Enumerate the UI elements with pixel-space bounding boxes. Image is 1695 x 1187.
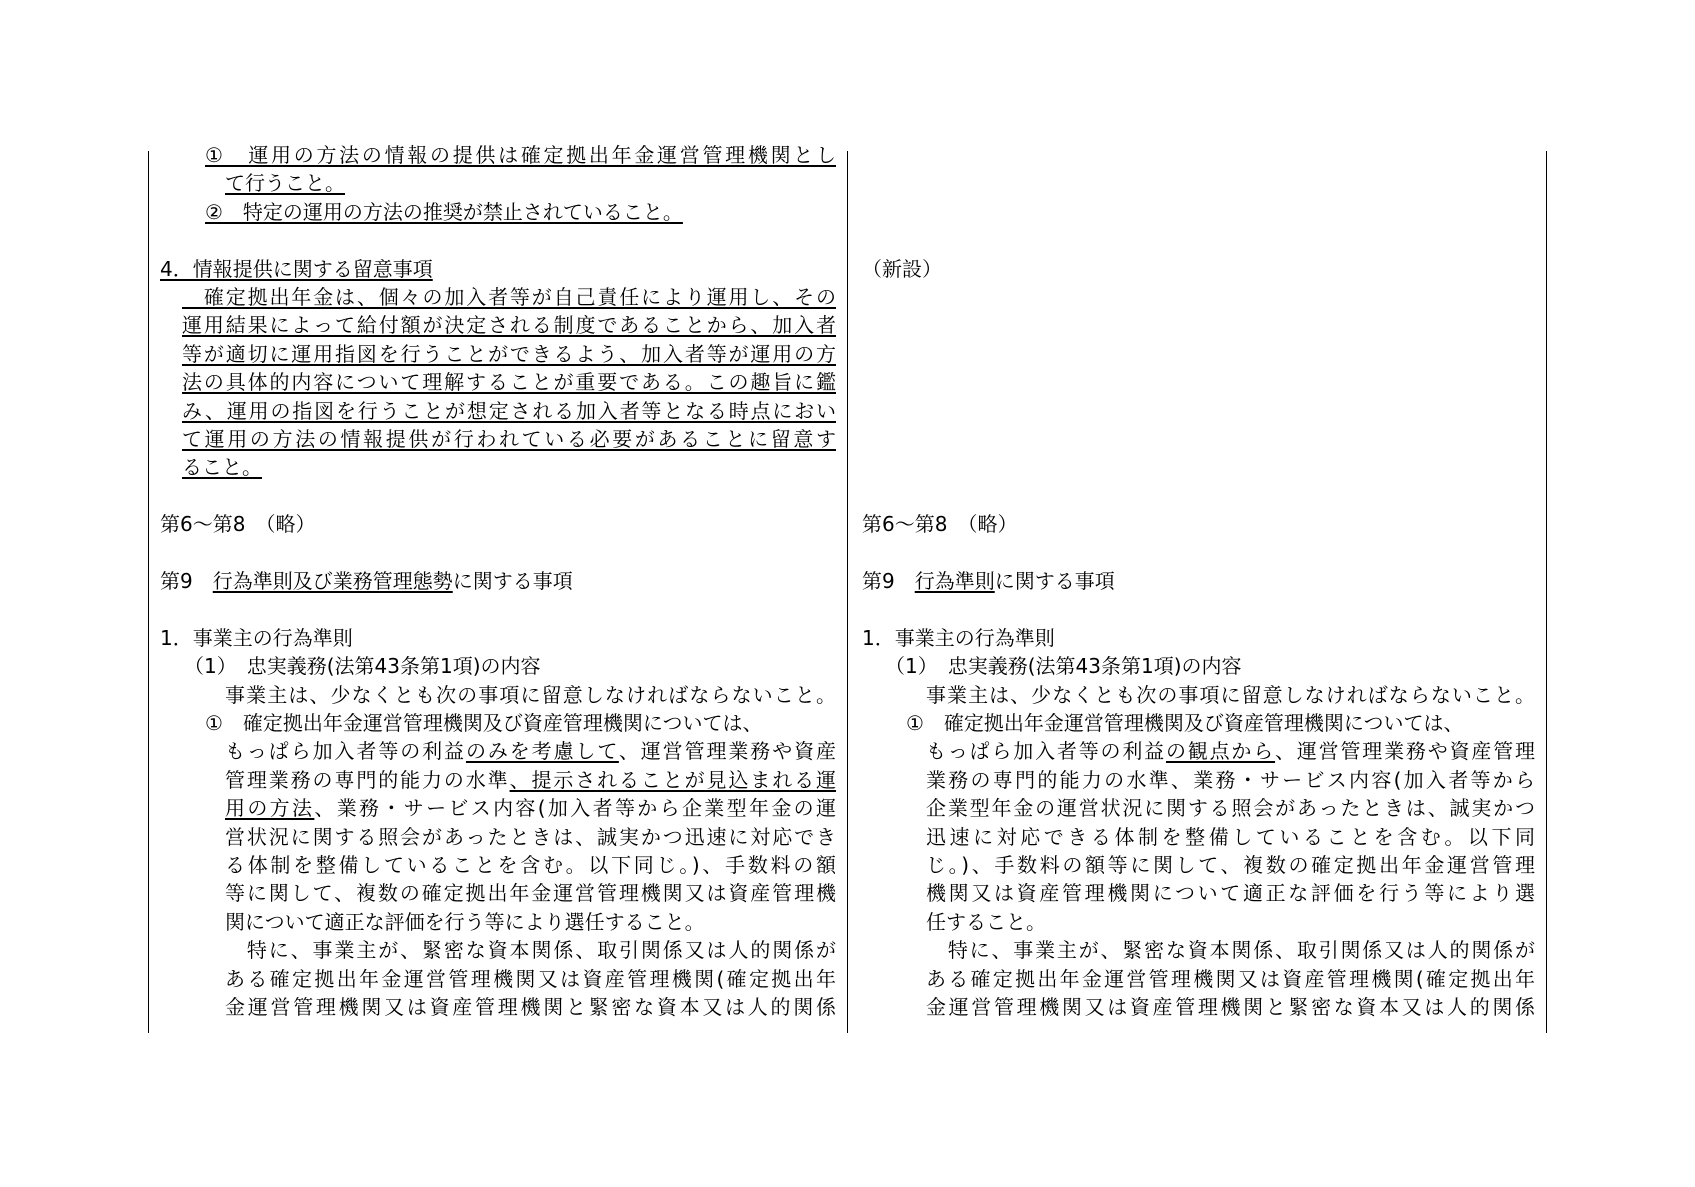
- text-segment: 特に、事業主が、緊密な資本関係、取引関係又は人的関係が: [926, 938, 1535, 963]
- text-segment: 1．事業主の行為準則: [160, 625, 353, 650]
- text-segment: （1） 忠実義務(法第43条第1項)の内容: [885, 654, 1242, 679]
- text-line: [225, 823, 836, 851]
- text-segment: 第9: [160, 569, 213, 593]
- text-line: [225, 965, 836, 993]
- text-line: [182, 368, 836, 396]
- table-border-left: [148, 151, 149, 1033]
- amended-text: て行うこと。: [225, 171, 345, 196]
- text-segment: 、業務・サービス内容(加入者等から企業型年金の運: [314, 796, 836, 821]
- text-segment: 任すること。: [926, 909, 1046, 934]
- amended-text: て運用の方法の情報提供が行われている必要があることに留意す: [182, 427, 836, 451]
- text-segment: 機関又は資産管理機関について適正な評価を行う等により選: [926, 881, 1535, 906]
- amended-text: の観点から: [1165, 739, 1276, 764]
- text-line: [182, 340, 836, 368]
- amended-text: ② 特定の運用の方法の推奨が禁止されていること。: [205, 199, 683, 224]
- text-segment: ある確定拠出年金運営管理機関又は資産管理機関(確定拠出年: [926, 966, 1535, 991]
- text-line: [926, 908, 1046, 936]
- text-line: [862, 567, 1115, 595]
- text-segment: ① 確定拠出年金運営管理機関及び資産管理機関については、: [906, 711, 1464, 735]
- text-line: [160, 624, 353, 652]
- text-segment: （1） 忠実義務(法第43条第1項)の内容: [184, 654, 541, 679]
- text-segment: 迅速に対応できる体制を整備していることを含む。以下同: [926, 824, 1535, 849]
- text-line: [160, 567, 573, 595]
- text-line: [225, 851, 836, 879]
- text-line: [926, 851, 1535, 879]
- amended-text: 確定拠出年金は、個々の加入者等が自己責任により運用し、その: [182, 285, 836, 309]
- text-segment: 金運営管理機関又は資産管理機関と緊密な資本又は人的関係: [926, 995, 1535, 1019]
- text-line: [926, 965, 1535, 993]
- text-line: [160, 510, 315, 538]
- text-line: [926, 879, 1535, 907]
- text-line: [225, 794, 836, 822]
- text-line: [926, 993, 1535, 1021]
- text-segment: 営状況に関する照会があったときは、誠実かつ迅速に対応でき: [225, 824, 836, 849]
- text-segment: 事業主は、少なくとも次の事項に留意しなければならないこと。: [225, 682, 836, 707]
- text-line: [182, 311, 836, 339]
- text-line: [225, 169, 345, 197]
- amended-text: のみを考慮して: [465, 739, 619, 764]
- text-line: [225, 681, 836, 709]
- text-line: [160, 255, 433, 283]
- text-segment: 第9: [862, 569, 915, 593]
- amended-text: 等が適切に運用指図を行うことができるよう、加入者等が運用の方: [182, 341, 836, 366]
- text-segment: （新設）: [862, 256, 942, 281]
- text-segment: る体制を整備していることを含む。以下同じ。)、手数料の額: [225, 853, 836, 877]
- text-line: [926, 823, 1535, 851]
- text-line: [225, 993, 836, 1021]
- text-line: [862, 510, 1017, 538]
- text-line: [225, 908, 705, 936]
- text-segment: 金運営管理機関又は資産管理機関と緊密な資本又は人的関係: [225, 995, 836, 1019]
- text-segment: 企業型年金の運営状況に関する照会があったときは、誠実かつ: [926, 796, 1535, 821]
- amended-text: み、運用の指図を行うことが想定される加入者等となる時点におい: [182, 398, 836, 423]
- text-segment: 1．事業主の行為準則: [862, 625, 1055, 650]
- amended-text: 用の方法: [225, 796, 315, 821]
- text-segment: 第6～第8 （略）: [160, 512, 316, 537]
- text-line: [205, 709, 763, 737]
- text-line: [885, 652, 1242, 680]
- text-line: [225, 879, 836, 907]
- text-line: [926, 681, 1535, 709]
- text-line: [225, 766, 836, 794]
- text-line: [926, 794, 1535, 822]
- table-border-middle: [847, 151, 848, 1033]
- text-line: [184, 652, 541, 680]
- amended-text: ① 運用の方法の情報の提供は確定拠出年金運営管理機関とし: [205, 143, 836, 167]
- text-segment: ある確定拠出年金運営管理機関又は資産管理機関(確定拠出年: [225, 966, 836, 991]
- amended-text: 4．情報提供に関する留意事項: [160, 256, 433, 281]
- text-segment: もっぱら加入者等の利益: [926, 739, 1166, 764]
- text-segment: に関する事項: [452, 569, 573, 593]
- text-segment: 、運営管理業務や資産管理: [1275, 739, 1535, 764]
- text-segment: じ。)、手数料の額等に関して、複数の確定拠出年金運営管理: [926, 853, 1535, 877]
- amended-text: 法の具体的内容について理解することが重要である。この趣旨に鑑: [182, 370, 836, 395]
- text-line: [182, 397, 836, 425]
- text-line: [182, 425, 836, 453]
- amended-text: 運用結果によって給付額が決定される制度であることから、加入者: [182, 313, 836, 338]
- text-line: [225, 737, 836, 765]
- text-segment: もっぱら加入者等の利益: [225, 739, 466, 764]
- amended-text: 行為準則: [914, 569, 995, 593]
- text-segment: ① 確定拠出年金運営管理機関及び資産管理機関については、: [205, 711, 763, 735]
- amended-text: 、提示されることが見込まれる運: [509, 767, 836, 792]
- text-segment: 等に関して、複数の確定拠出年金運営管理機関又は資産管理機: [225, 881, 836, 906]
- text-segment: 管理業務の専門的能力の水準: [225, 767, 510, 792]
- text-segment: 事業主は、少なくとも次の事項に留意しなければならないこと。: [926, 682, 1535, 707]
- text-line: [182, 283, 836, 311]
- text-line: [926, 737, 1535, 765]
- amended-text: ること。: [182, 455, 262, 480]
- text-line: [926, 766, 1535, 794]
- text-line: [205, 141, 836, 169]
- text-line: [205, 198, 683, 226]
- text-segment: 特に、事業主が、緊密な資本関係、取引関係又は人的関係が: [225, 938, 836, 963]
- text-segment: 、運営管理業務や資産: [618, 739, 836, 764]
- text-line: [225, 936, 836, 964]
- text-line: [862, 624, 1055, 652]
- text-segment: 業務の専門的能力の水準、業務・サービス内容(加入者等から: [926, 767, 1535, 792]
- text-segment: 第6～第8 （略）: [862, 512, 1018, 537]
- text-segment: に関する事項: [994, 569, 1115, 593]
- amended-text: 行為準則及び業務管理態勢: [212, 569, 453, 593]
- table-border-right: [1546, 151, 1547, 1033]
- text-segment: 関について適正な評価を行う等により選任すること。: [225, 909, 705, 934]
- text-line: [182, 453, 262, 481]
- text-line: [862, 255, 942, 283]
- text-line: [926, 936, 1535, 964]
- text-line: [906, 709, 1464, 737]
